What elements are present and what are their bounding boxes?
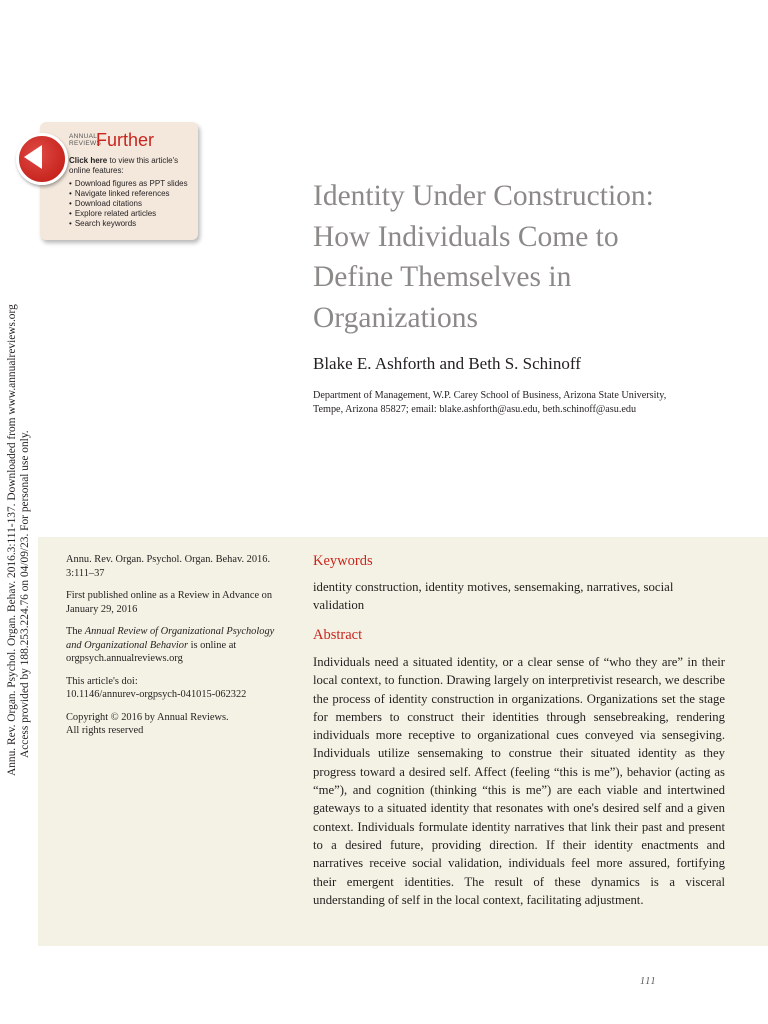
- doi-link[interactable]: 10.1146/annurev-orgpsych-041015-062322: [66, 689, 247, 700]
- doi-label: This article's doi:: [66, 675, 138, 687]
- online-pre: The: [66, 626, 85, 637]
- online-note: [66, 625, 286, 666]
- rights: All rights reserved: [66, 725, 144, 736]
- affiliation-line1: Department of Management, W.P. Carey School of Business, Arizona State University,: [313, 390, 667, 401]
- abstract-heading: Abstract: [313, 627, 363, 643]
- feature-item-related[interactable]: • Explore related articles: [69, 209, 195, 219]
- journal-name: Annual Review of Organizational Psychology and Organizational Behavior: [66, 626, 275, 651]
- left-arrow-icon: [24, 145, 42, 169]
- doi-block: [66, 675, 286, 702]
- online-post: is online at orgpsych.annualreviews.org: [66, 639, 237, 664]
- feature-item-keywords[interactable]: • Search keywords: [69, 219, 195, 229]
- article-title: [313, 176, 743, 338]
- logo-line2: REVIEWS: [69, 140, 102, 147]
- author-affiliation: [313, 389, 733, 417]
- further-body: [69, 156, 195, 229]
- article-authors: Blake E. Ashforth and Beth S. Schinoff: [313, 354, 581, 373]
- affiliation-line2: Tempe, Arizona 85827; email: blake.ashforth@asu.edu, beth.schinoff@asu.edu: [313, 404, 637, 415]
- feature-item-ppt[interactable]: • Download figures as PPT slides: [69, 179, 195, 189]
- click-here-link[interactable]: Click here: [69, 156, 108, 165]
- article-metadata: [66, 553, 286, 747]
- title-line-1: Identity Under Construction:: [313, 180, 654, 212]
- side-note-text: [6, 240, 32, 776]
- citation: Annu. Rev. Organ. Psychol. Organ. Behav. 2016. 3:111–37: [66, 554, 271, 579]
- side-note-line1: Annu. Rev. Organ. Psychol. Organ. Behav. 2016.3:111-137. Downloaded from www.annualreviews.org: [6, 304, 18, 776]
- side-note: [2, 240, 32, 776]
- further-feature-list: [69, 179, 195, 229]
- side-note-line2: Access provided by 188.253.224.76 on 04/09/23. For personal use only.: [19, 430, 31, 758]
- first-published: First published online as a Review in Advance on January 29, 2016: [66, 590, 273, 615]
- logo-line1: ANNUAL: [69, 133, 98, 140]
- copyright-block: [66, 711, 286, 738]
- title-line-3: Define Themselves in: [313, 261, 572, 293]
- further-intro: to view this article's online features:: [69, 156, 179, 175]
- keywords-heading: Keywords: [313, 553, 373, 569]
- feature-item-citations[interactable]: • Download citations: [69, 199, 195, 209]
- title-line-4: Organizations: [313, 301, 478, 334]
- page-number: 111: [640, 976, 657, 987]
- keywords-text: identity construction, identity motives, sensemaking, narratives, social validation: [313, 580, 674, 612]
- title-line-2: How Individuals Come to: [313, 220, 619, 253]
- copyright: Copyright © 2016 by Annual Reviews.: [66, 711, 229, 723]
- further-title: Further: [96, 130, 155, 150]
- feature-item-references[interactable]: • Navigate linked references: [69, 189, 195, 199]
- abstract-text: Individuals need a situated identity, or a clear sense of “who they are” in their local context, to function. Drawing largely on interpretivist research, we describe the process of identity construction in organizations. Organizations set the stage for members to construct their identities through sensebreaking, rendering individuals more receptive to organizational cues conveyed via sensegiving. Individuals utilize sensemaking to construe their situated identity as they progress toward a desired self. Affect (feeling “this is me”), behavior (acting as “me”), and cognition (thinking “this is me”) are each viable and intertwined gateways to a situated identity that resonates with one's desired self and a given context. Individuals formulate identity narratives that link their past and present to a desired future, providing direction. If their identity enactments and narratives receive social validation, individuals feel more assured, fortifying their emergent identities. The result of these dynamics is a visceral understanding of self in the local context, facilitating adjustment.: [313, 655, 725, 907]
